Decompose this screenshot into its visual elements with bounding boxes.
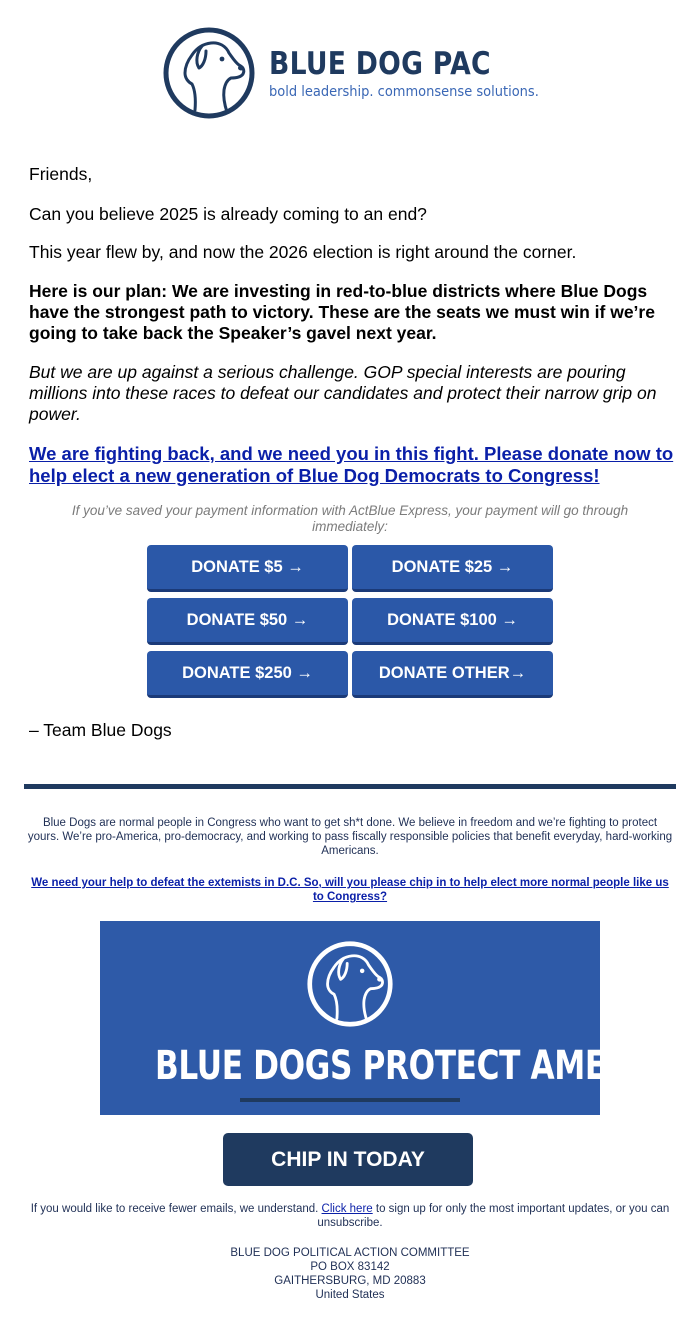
chip-in-today-button[interactable]: CHIP IN TODAY	[223, 1133, 473, 1186]
fewer-emails-post: to sign up for only the most important updates, or you can unsubscribe.	[317, 1203, 670, 1229]
brand-name: BLUE DOG PAC	[269, 46, 491, 82]
cta-paragraph	[29, 443, 679, 487]
banner-underline	[240, 1098, 460, 1102]
donate-cta-link[interactable]: We are fighting back, and we need you in this fight. Please donate now to help elect a new generation of Blue Dog Democrats to Congress!	[29, 443, 674, 486]
donate-250-button[interactable]: DONATE $250 →	[147, 651, 348, 698]
fewer-emails-text	[20, 1202, 680, 1230]
mailing-address	[150, 1246, 550, 1302]
fewer-emails-pre: If you would like to receive fewer emails, we understand.	[30, 1203, 322, 1215]
paragraph-election: This year flew by, and now the 2026 election is right around the corner.	[29, 242, 577, 262]
signoff: – Team Blue Dogs	[29, 720, 172, 740]
about-blue-dogs-text: Blue Dogs are normal people in Congress who want to get sh*t done. We believe in freedom and we’re fighting to protect yours. We’re pro-America, pro-democracy, and working to pass fiscally responsible policies that benefit everyday, hard-working Americans.	[27, 817, 673, 857]
donate-5-button[interactable]: DONATE $5 →	[147, 545, 348, 592]
address-line: United States	[315, 1289, 385, 1301]
click-here-link[interactable]: Click here	[321, 1203, 373, 1215]
donate-25-button[interactable]: DONATE $25 →	[352, 545, 553, 592]
address-line: BLUE DOG POLITICAL ACTION COMMITTEE	[230, 1247, 470, 1259]
paragraph-year-end: Can you believe 2025 is already coming to an end?	[29, 204, 427, 224]
donate-50-button[interactable]: DONATE $50 →	[147, 598, 348, 645]
dog-head-circle-icon	[306, 940, 394, 1028]
footer-divider	[24, 784, 676, 789]
paragraph-plan: Here is our plan: We are investing in red-to-blue districts where Blue Dogs have the strongest path to victory. These are the seats we must win if we’re going to take back the Speaker’s gavel next year.	[29, 281, 655, 343]
header-logo	[162, 26, 562, 122]
chip-in-help-link[interactable]: We need your help to defeat the extemists in D.C. So, will you please chip in to help elect more normal people like us to Congress?	[31, 877, 669, 903]
blue-dogs-banner[interactable]	[100, 921, 699, 1115]
actblue-express-note: If you’ve saved your payment information with ActBlue Express, your payment will go through immediately:	[71, 503, 629, 534]
banner-headline: BLUE DOGS PROTECT AMERICA.	[155, 1043, 699, 1089]
dog-head-circle-icon	[162, 26, 256, 120]
address-line: GAITHERSBURG, MD 20883	[274, 1275, 426, 1287]
paragraph-challenge: But we are up against a serious challenge. GOP special interests are pouring millions into these races to defeat our candidates and protect their narrow grip on power.	[29, 362, 657, 424]
donate-100-button[interactable]: DONATE $100 →	[352, 598, 553, 645]
donate-other-button[interactable]: DONATE OTHER→	[352, 651, 553, 698]
brand-tagline: bold leadership. commonsense solutions.	[269, 84, 539, 100]
address-line: PO BOX 83142	[310, 1261, 390, 1273]
greeting: Friends,	[29, 164, 93, 184]
